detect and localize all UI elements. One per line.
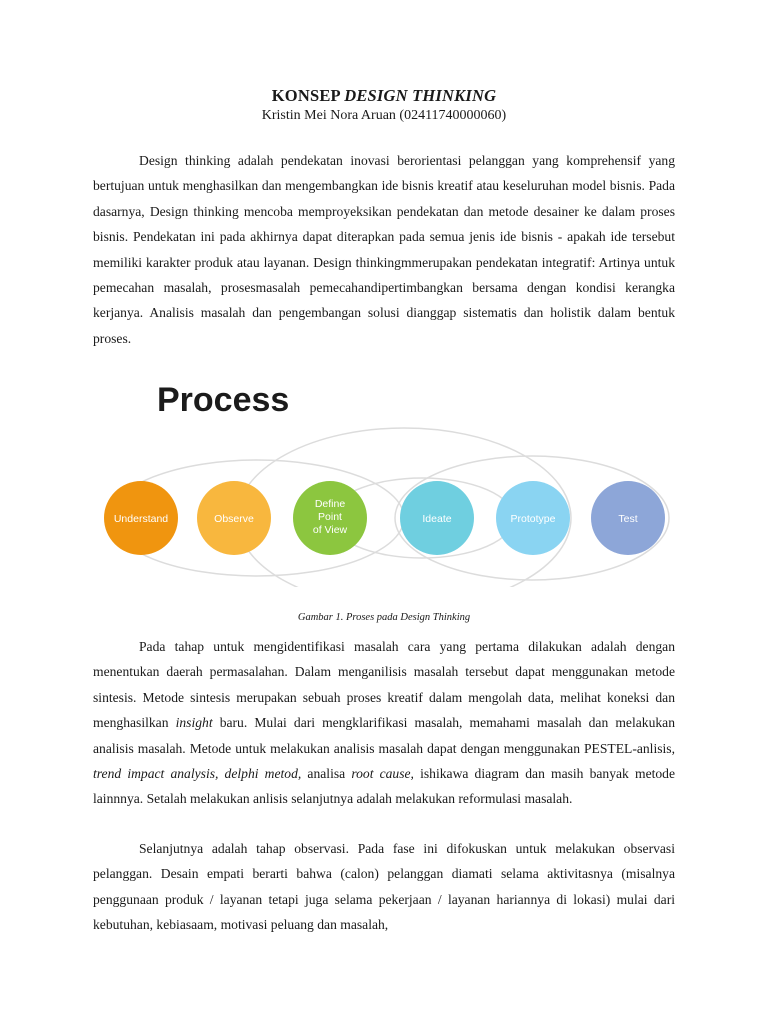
paragraph-observation	[93, 836, 675, 938]
author-line: Kristin Mei Nora Aruan (02411740000060)	[261, 108, 507, 123]
p2-italic-insight: insight	[175, 715, 213, 731]
step-ideate	[400, 481, 474, 555]
p2-text-a: Pada tahap untuk mengidentifikasi masalah cara yang pertama dilakukan adalah dengan menentukan daerah permasalahan. Dalam menganilisis masalah tersebut dapat menggunakan metode sintesis. Metode sintesis merupakan sebuah proses kreatif dalam mengolah data, melihat koneksi dan menghasilkan	[93, 639, 675, 731]
figure-caption: Gambar 1. Proses pada Design Thinking	[297, 612, 471, 623]
paragraph-intro-text: Design thinking adalah pendekatan inovasi berorientasi pelanggan yang komprehensif yang bertujuan untuk menghasilkan dan mengembangkan ide bisnis kreatif atau keseluruhan model bisnis. Pada dasarnya, Design thinking mencoba memproyeksikan pendekatan dan metode desainer ke dalam proses bisnis. Pendekatan ini pada akhirnya dapat diterapkan pada semua jenis ide bisnis - apakah ide tersebut memiliki karakter produk atau layanan. Design thinkingmmerupakan pendekatan integratif: Artinya untuk pemecahan masalah, prosesmasalah pemecahandipertimbangkan bersama dengan kondisi kerangka kerjanya. Analisis masalah dan pengembangan solusi dianggap sistematis dan holistik dalam bentuk proses.	[93, 153, 675, 346]
step-observe	[197, 481, 271, 555]
title-plain: KONSEP	[271, 86, 345, 105]
step-define-label-1: Define	[314, 498, 346, 510]
step-observe-label: Observe	[214, 513, 254, 525]
step-prototype	[496, 481, 570, 555]
p2-text-b: baru. Mulai dari mengklarifikasi masalah, memahami masalah dan melakukan analisis masalah. Metode untuk melakukan analisis masalah dapat dengan menggunakan PESTEL-anlisis,	[93, 715, 675, 756]
step-understand	[104, 481, 178, 555]
step-define-label-2: Point	[318, 511, 342, 523]
p2-italic-root-cause: root cause,	[351, 766, 414, 782]
p2-text-d: ishikawa diagram dan masih banyak metode lainnnya. Setalah melakukan anlisis selanjutnya adalah melakukan reformulasi masalah.	[93, 766, 676, 807]
process-diagram	[92, 372, 682, 587]
p2-italic-methods: trend impact analysis, delphi metod,	[93, 766, 302, 782]
step-test-label: Test	[618, 513, 638, 525]
step-ideate-label: Ideate	[422, 513, 452, 525]
paragraph-observation-text: Selanjutnya adalah tahap observasi. Pada fase ini difokuskan untuk melakukan observasi pelanggan. Desain empati berarti bahwa (calon) pelanggan diamati selama aktivitasnya (misalnya penggunaan produk / layanan tetapi juga selama pekerjaan / layanan hariannya di lokasi) mulai dari kebutuhan, kebiasaam, motivasi peluang dan masalah,	[93, 841, 675, 933]
step-define-label-3: of View	[312, 524, 348, 536]
step-test	[591, 481, 665, 555]
step-define	[293, 481, 367, 555]
process-figure	[92, 372, 682, 587]
document-title	[0, 86, 768, 106]
title-italic: DESIGN THINKING	[344, 86, 497, 105]
step-prototype-label: Prototype	[510, 513, 556, 525]
paragraph-intro	[93, 148, 675, 351]
step-understand-label: Understand	[113, 513, 169, 525]
connector-loops	[110, 428, 669, 587]
process-heading: Process	[157, 381, 290, 419]
paragraph-identify-problem	[93, 634, 675, 812]
p2-text-c: analisa	[301, 766, 352, 782]
